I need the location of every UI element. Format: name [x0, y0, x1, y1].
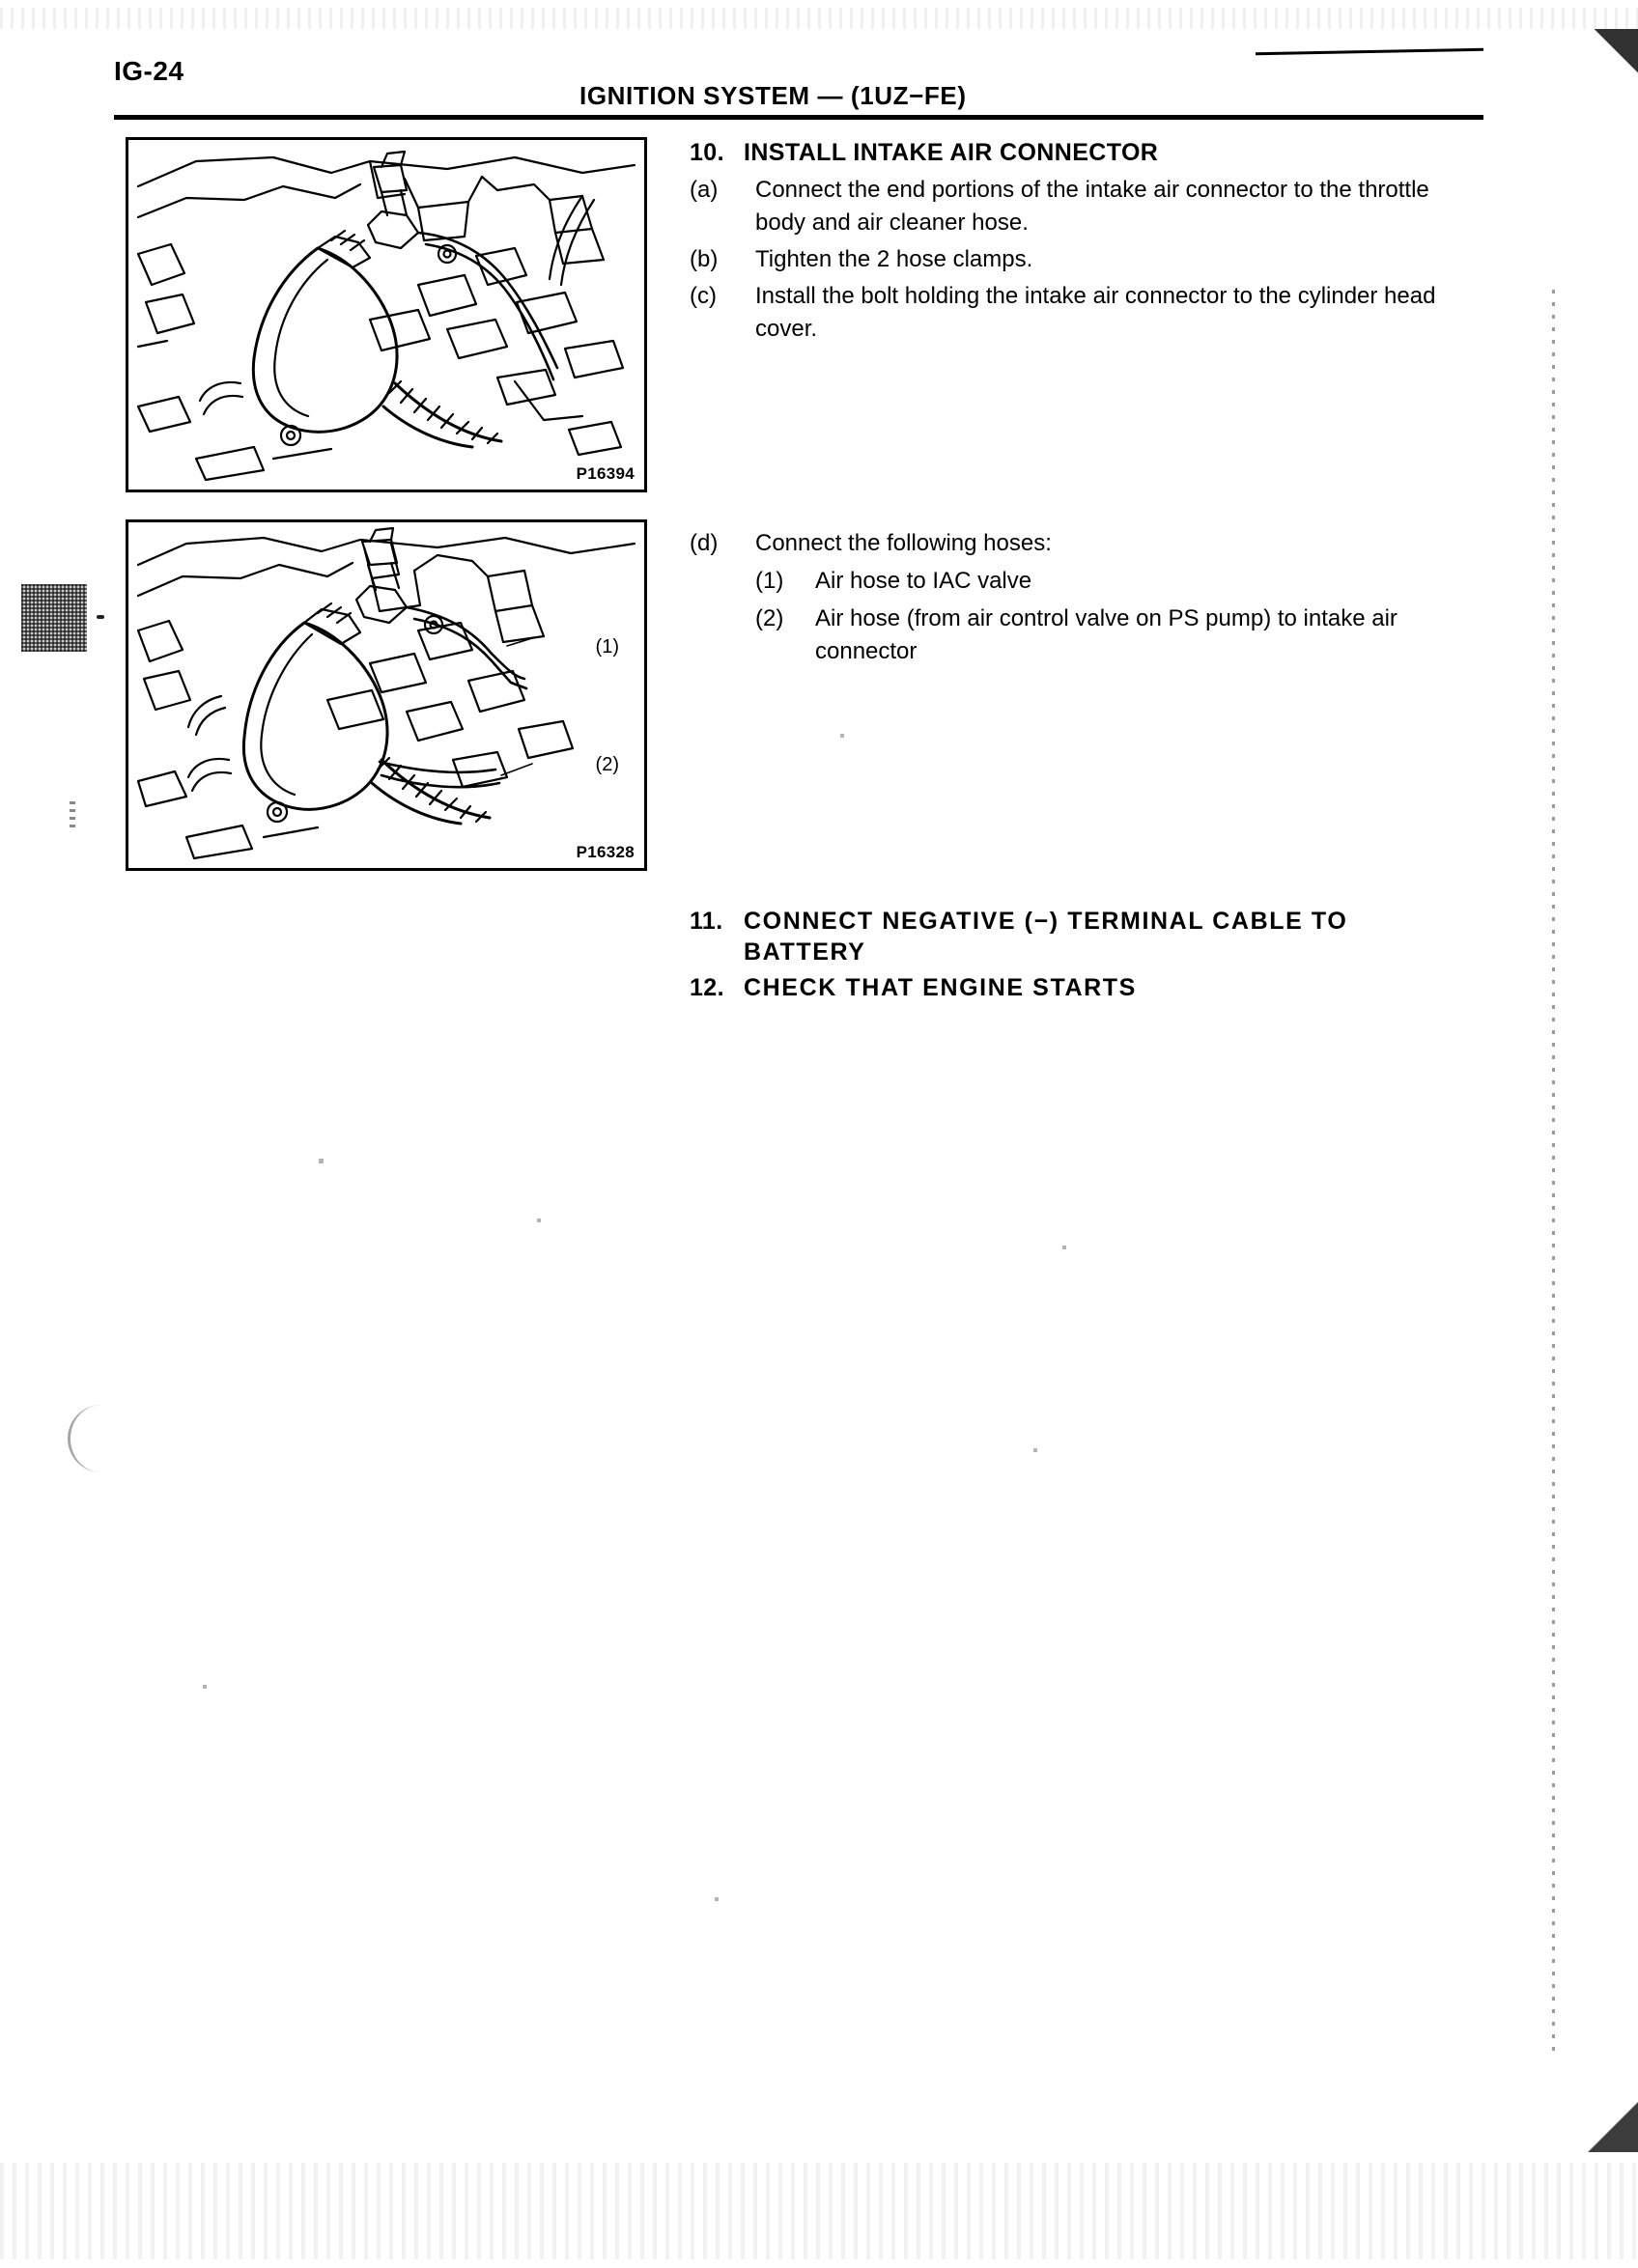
substep-text: Install the bolt holding the intake air connector to the cylinder head cover.	[755, 282, 1436, 342]
step-number: 12.	[690, 973, 724, 1001]
substep-item	[690, 565, 1472, 598]
substep-label: (a)	[690, 176, 719, 203]
figure-intake-air-connector-install	[126, 137, 647, 492]
scan-speck	[537, 1218, 541, 1222]
scan-noise-bottom	[0, 2163, 1638, 2259]
step-title-continued: BATTERY	[744, 938, 866, 966]
substep	[690, 174, 1472, 239]
step-number: 10.	[690, 139, 724, 166]
engine-bay-line-drawing-2	[128, 522, 644, 868]
step-title: CONNECT NEGATIVE (−) TERMINAL CABLE TO	[744, 908, 1348, 935]
substep-item-text: Air hose (from air control valve on PS pump) to intake air connector	[815, 605, 1398, 665]
header-divider-secondary	[1256, 48, 1483, 56]
figure-code: P16394	[576, 464, 635, 483]
page-corner-artifact-bottom	[1551, 2075, 1638, 2152]
step-block	[690, 906, 1482, 966]
substep-label: (b)	[690, 245, 719, 272]
instructions-steps-11-12	[690, 906, 1482, 1006]
figure-code: P16328	[576, 843, 635, 861]
substep-item-label: (1)	[755, 568, 784, 595]
page-title: IGNITION SYSTEM — (1UZ−FE)	[579, 81, 967, 110]
scan-speck	[1033, 1448, 1037, 1452]
substep-item-text: Air hose to IAC valve	[815, 568, 1032, 595]
header-divider	[114, 115, 1483, 120]
figure-callout-1: (1)	[595, 636, 619, 658]
scan-noise-top	[0, 8, 1638, 29]
scan-speck	[840, 734, 844, 738]
step-block	[690, 137, 1472, 346]
step-block	[690, 972, 1482, 1005]
step-heading	[690, 906, 1482, 938]
instructions-substep-d	[690, 523, 1472, 668]
scan-edge-dots	[1552, 290, 1555, 2057]
figure-intake-air-connector-hoses	[126, 519, 647, 871]
substep-item-label: (2)	[755, 605, 784, 632]
step-title: INSTALL INTAKE AIR CONNECTOR	[744, 139, 1159, 166]
scan-speck	[715, 1897, 719, 1901]
scan-speck	[319, 1159, 324, 1163]
page-corner-artifact	[1570, 29, 1638, 75]
substep	[690, 527, 1472, 560]
substep-text: Connect the end portions of the intake air connector to the throttle body and air cleaner hose.	[755, 176, 1429, 236]
scan-artifact-mark	[70, 801, 75, 830]
step-number: 11.	[690, 908, 723, 935]
step-heading	[690, 972, 1482, 1005]
figure-callout-2: (2)	[595, 754, 619, 775]
substep-label: (c)	[690, 282, 717, 309]
step-heading	[690, 137, 1472, 170]
edge-index-tab	[21, 584, 87, 652]
step-title: CHECK THAT ENGINE STARTS	[744, 973, 1137, 1001]
substep	[690, 243, 1472, 276]
scan-artifact-curve	[68, 1405, 103, 1472]
scan-speck	[1062, 1246, 1066, 1249]
instructions-step-10	[690, 137, 1472, 348]
substep-text: Connect the following hoses:	[755, 530, 1052, 556]
edge-tab-mark	[97, 615, 104, 619]
engine-bay-line-drawing-1	[128, 140, 644, 490]
substep-text: Tighten the 2 hose clamps.	[755, 245, 1033, 272]
page-number: IG-24	[114, 56, 184, 86]
substep	[690, 280, 1472, 346]
substep-item	[690, 602, 1472, 668]
scan-speck	[203, 1685, 207, 1689]
substep-label: (d)	[690, 530, 719, 556]
